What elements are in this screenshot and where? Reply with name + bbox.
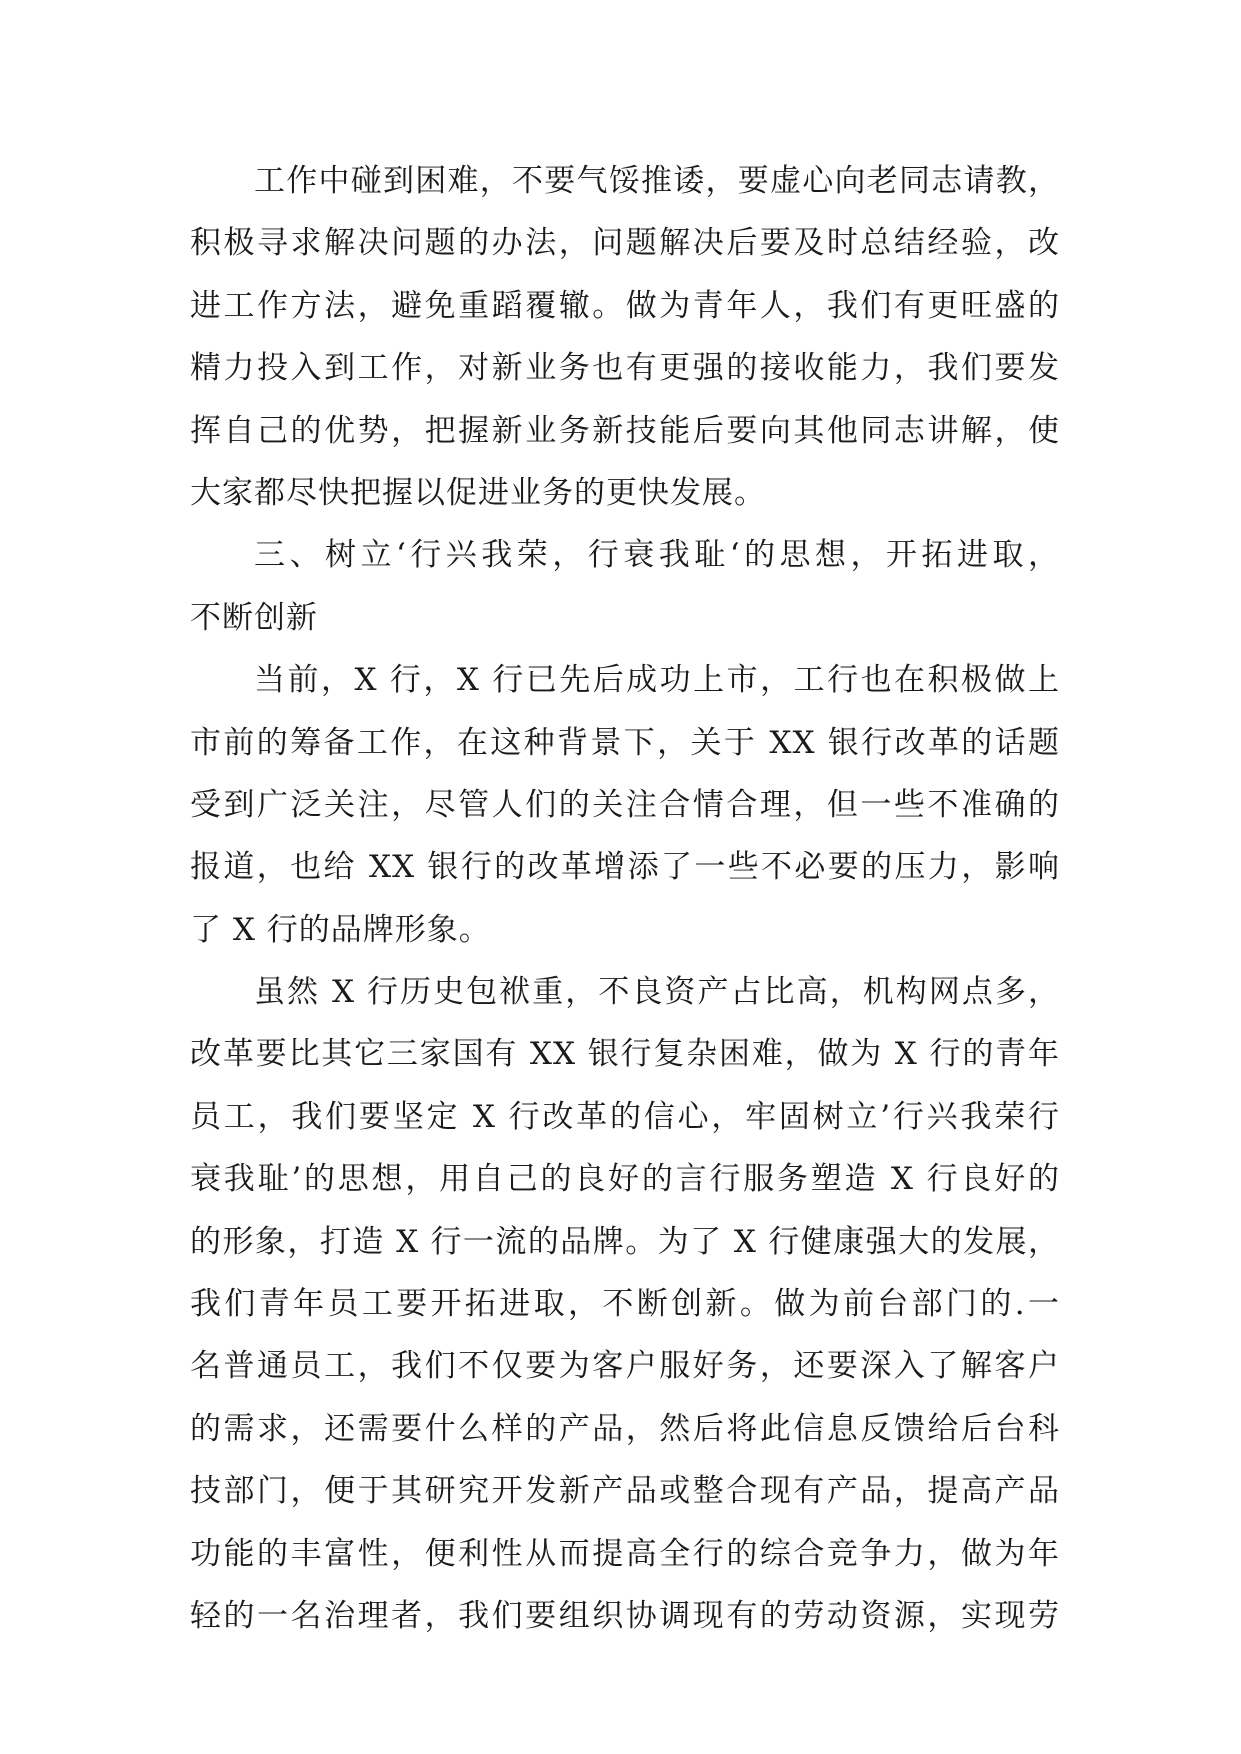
text-line: 报道，也给 XX 银行的改革增添了一些不必要的压力，影响 [190, 849, 1060, 886]
text-line: 工作中碰到困难，不要气馁推诿，要虚心向老同志请教， [254, 163, 1060, 199]
text-line: 受到广泛关注，尽管人们的关注合情合理，但一些不准确的 [190, 786, 1060, 823]
paragraph [190, 649, 1060, 961]
text-line: 名普通员工，我们不仅要为客户服好务，还要深入了解客户 [190, 1348, 1060, 1385]
text-line: 精力投入到工作，对新业务也有更强的接收能力，我们要发 [190, 350, 1060, 387]
text-line: 的需求，还需要什么样的产品，然后将此信息反馈给后台科 [190, 1410, 1060, 1447]
text-line: 技部门，便于其研究开发新产品或整合现有产品，提高产品 [190, 1473, 1060, 1510]
text-line: 市前的筹备工作，在这种背景下，关于 XX 银行改革的话题 [190, 724, 1060, 761]
paragraph [190, 961, 1060, 1647]
text-line: 轻的一名治理者，我们要组织协调现有的劳动资源，实现劳 [190, 1597, 1060, 1634]
text-line: 了 X 行的品牌形象。 [190, 911, 491, 948]
text-line: 员工，我们要坚定 X 行改革的信心，牢固树立’行兴我荣行 [190, 1098, 1060, 1135]
text-line: 功能的丰富性，便利性从而提高全行的综合竞争力，做为年 [190, 1535, 1060, 1572]
text-line: 三、树立‘行兴我荣，行衰我耻‘的思想，开拓进取， [254, 537, 1060, 574]
section-heading [190, 524, 1060, 649]
text-line: 的形象，打造 X 行一流的品牌。为了 X 行健康强大的发展， [190, 1223, 1060, 1260]
document-body [190, 150, 1060, 1647]
text-line: 大家都尽快把握以促进业务的更快发展。 [190, 474, 766, 511]
text-line: 当前，X 行，X 行已先后成功上市，工行也在积极做上 [254, 662, 1060, 699]
text-line: 改革要比其它三家国有 XX 银行复杂困难，做为 X 行的青年 [190, 1036, 1060, 1073]
text-line: 挥自己的优势，把握新业务新技能后要向其他同志讲解，使 [190, 412, 1060, 449]
text-line: 我们青年员工要开拓进取，不断创新。做为前台部门的.一 [190, 1286, 1060, 1323]
text-line: 虽然 X 行历史包袱重，不良资产占比高，机构网点多， [254, 974, 1060, 1011]
text-line: 衰我耻’的思想，用自己的良好的言行服务塑造 X 行良好的 [190, 1161, 1060, 1198]
text-line: 不断创新 [190, 599, 318, 636]
paragraph [190, 150, 1060, 524]
text-line: 进工作方法，避免重蹈覆辙。做为青年人，我们有更旺盛的 [190, 287, 1060, 324]
text-line: 积极寻求解决问题的办法，问题解决后要及时总结经验，改 [190, 225, 1060, 262]
